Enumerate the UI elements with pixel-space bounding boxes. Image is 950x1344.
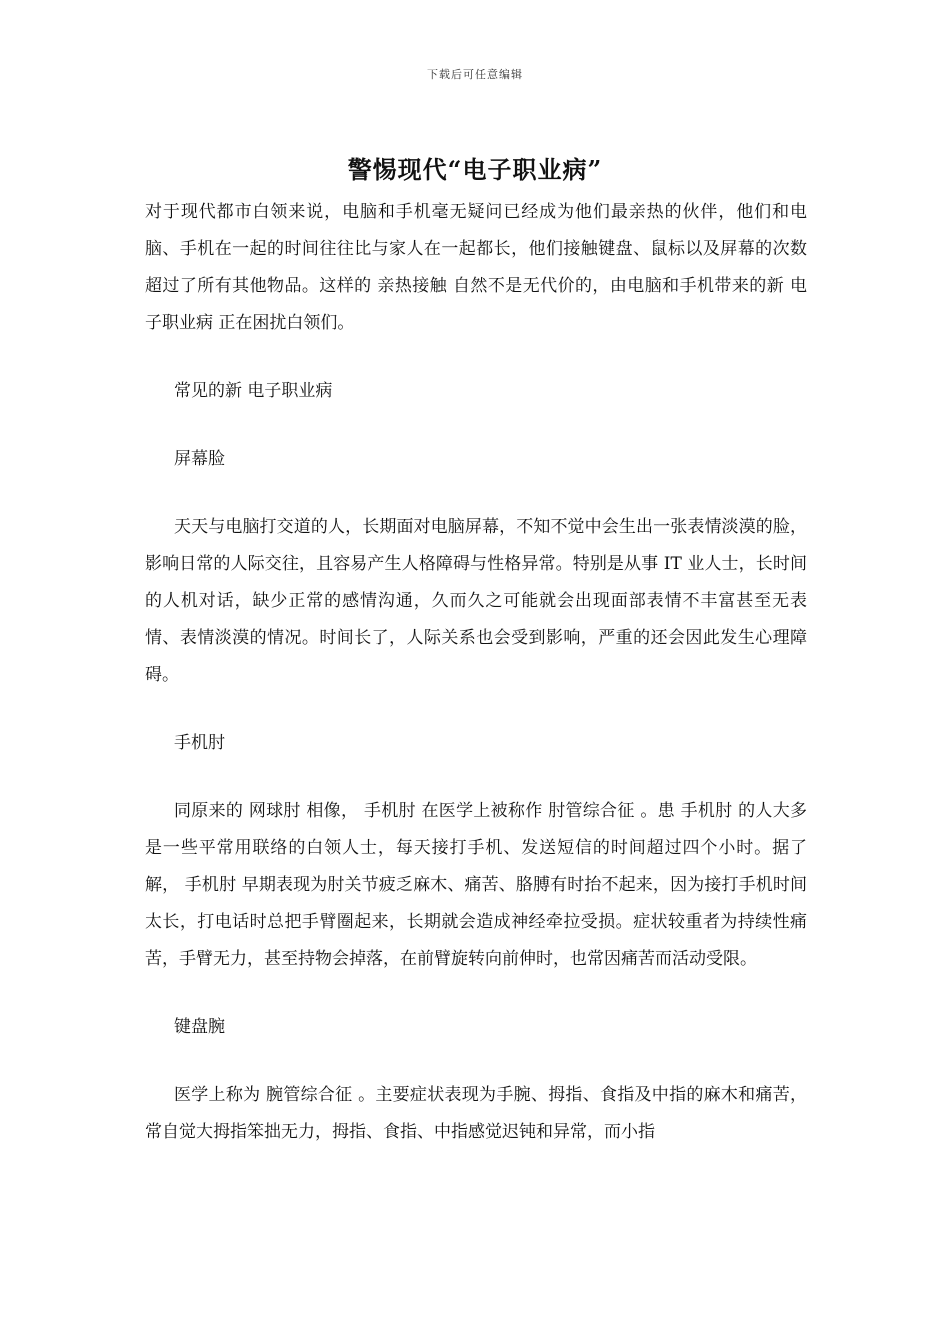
spacer (145, 1046, 807, 1077)
section-heading: 常见的新 电子职业病 (174, 381, 333, 401)
spacer (145, 410, 807, 441)
subsection-text-keyboard-wrist: 医学上称为 腕管综合征 。主要症状表现为手腕、拇指、食指及中指的麻木和痛苦，常自觉大拇指笨拙无力，拇指、食指、中指感觉迟钝和异常，而小指 (145, 1085, 807, 1142)
subsection-heading-screen-face: 屏幕脸 (174, 449, 225, 469)
spacer (145, 978, 807, 1009)
document-body (145, 194, 807, 1151)
spacer (145, 762, 807, 793)
spacer (145, 342, 807, 373)
subsection-heading-phone-elbow: 手机肘 (174, 733, 225, 753)
spacer (145, 478, 807, 509)
header-note: 下载后可任意编辑 (427, 68, 523, 81)
subsection-text-phone-elbow: 同原来的 网球肘 相像， 手机肘 在医学上被称作 肘管综合征 。患 手机肘 的人大多是一些平常用联络的白领人士，每天接打手机、发送短信的时间超过四个小时。据了解， 手机肘 早期表现为肘关节疲乏麻木、痛苦、胳膊有时抬不起来，因为接打手机时间太长，打电话时总把手臂圈起来，长期就会造成神经牵拉受损。症状较重者为持续性痛苦，手臂无力，甚至持物会掉落，在前臂旋转向前伸时，也常因痛苦而活动受限。 (145, 801, 807, 969)
subsection-text-screen-face: 天天与电脑打交道的人，长期面对电脑屏幕，不知不觉中会生出一张表情淡漠的脸，影响日常的人际交往，且容易产生人格障碍与性格异常。特别是从事 IT 业人士，长时间的人机对话，缺少正常的感情沟通，久而久之可能就会出现面部表情不丰富甚至无表情、表情淡漠的情况。时间长了，人际关系也会受到影响，严重的还会因此发生心理障碍。 (145, 517, 807, 685)
intro-paragraph: 对于现代都市白领来说，电脑和手机毫无疑问已经成为他们最亲热的伙伴，他们和电脑、手机在一起的时间往往比与家人在一起都长，他们接触键盘、鼠标以及屏幕的次数超过了所有其他物品。这样的 亲热接触 自然不是无代价的，由电脑和手机带来的新 电子职业病 正在困扰白领们。 (145, 202, 807, 333)
document-title: 警惕现代“电子职业病” (347, 155, 603, 184)
spacer (145, 694, 807, 725)
subsection-heading-keyboard-wrist: 键盘腕 (174, 1017, 225, 1037)
